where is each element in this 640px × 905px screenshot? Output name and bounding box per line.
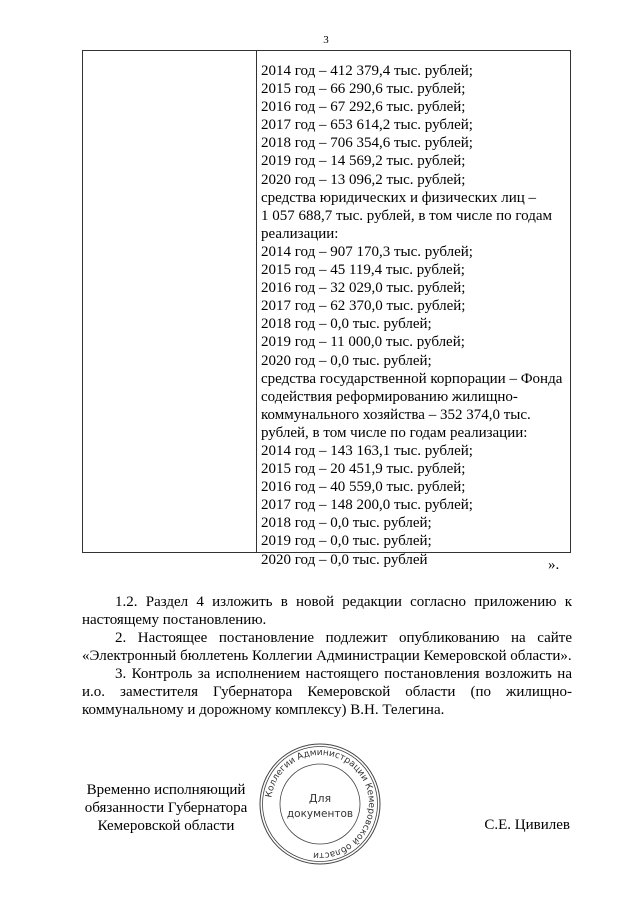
stamp-center-line: Для [308, 792, 332, 805]
funding-line: 2019 год – 11 000,0 тыс. рублей; [261, 334, 465, 351]
position-line: Временно исполняющий [86, 782, 246, 798]
official-stamp [258, 742, 382, 866]
funding-line: 2016 год – 40 559,0 тыс. рублей; [261, 479, 466, 496]
paragraph-3: 3. Контроль за исполнением настоящего постановления возложить на и.о. заместителя Губернатора Кемеровской области (по жилищно-коммунальному и дорожному комплексу) В.Н. Телегина. [82, 666, 572, 718]
closing-quote: ». [548, 557, 560, 573]
body-paragraphs [82, 593, 572, 719]
funding-line: средства государственной корпорации – Фонда [261, 370, 563, 387]
funding-line: рублей, в том числе по годам реализации: [261, 424, 528, 441]
funding-line: 2015 год – 45 119,4 тыс. рублей; [261, 262, 465, 279]
paragraph-1-2: 1.2. Раздел 4 изложить в новой редакции согласно приложению к настоящему постановлению. [82, 594, 572, 628]
funding-line: 2019 год – 0,0 тыс. рублей; [261, 533, 432, 550]
column-divider [256, 51, 257, 552]
funding-line: 2016 год – 67 292,6 тыс. рублей; [261, 99, 466, 116]
funding-line: 2016 год – 32 029,0 тыс. рублей; [261, 280, 466, 297]
signatory-name: С.Е. Цивилев [484, 817, 570, 833]
funding-line: 2018 год – 0,0 тыс. рублей; [261, 515, 432, 532]
funding-line: 2017 год – 62 370,0 тыс. рублей; [261, 298, 466, 315]
paragraph-2: 2. Настоящее постановление подлежит опубликованию на сайте «Электронный бюллетень Коллегии Администрации Кемеровской области». [82, 630, 572, 664]
funding-line: 2020 год – 0,0 тыс. рублей [261, 551, 428, 568]
funding-line: реализации: [261, 225, 339, 242]
position-line: Кемеровской области [97, 818, 235, 834]
funding-line: 2019 год – 14 569,2 тыс. рублей; [261, 153, 466, 170]
funding-line: 2020 год – 0,0 тыс. рублей; [261, 352, 432, 369]
funding-line: 2018 год – 706 354,6 тыс. рублей; [261, 135, 473, 152]
funding-line: 2020 год – 13 096,2 тыс. рублей; [261, 171, 466, 188]
funding-line: 2015 год – 66 290,6 тыс. рублей; [261, 81, 466, 98]
position-line: обязанности Губернатора [84, 800, 248, 816]
funding-line: средства юридических и физических лиц – [261, 189, 537, 206]
funding-line: 2018 год – 0,0 тыс. рублей; [261, 316, 432, 333]
signatory-position [80, 781, 252, 835]
funding-table [82, 50, 571, 568]
funding-line: содействия реформированию жилищно- [261, 388, 518, 405]
funding-line: 2015 год – 20 451,9 тыс. рублей; [261, 461, 466, 478]
funding-line: 2014 год – 412 379,4 тыс. рублей; [261, 63, 473, 79]
stamp-center-line: документов [286, 808, 354, 820]
funding-cell [261, 62, 571, 569]
page-number: 3 [323, 34, 329, 46]
funding-line: 2017 год – 148 200,0 тыс. рублей; [261, 497, 473, 514]
funding-line: 2014 год – 907 170,3 тыс. рублей; [261, 243, 473, 260]
funding-line: 1 057 688,7 тыс. рублей, в том числе по годам [261, 207, 552, 224]
funding-line: 2014 год – 143 163,1 тыс. рублей; [261, 442, 473, 459]
funding-line: 2017 год – 653 614,2 тыс. рублей; [261, 117, 473, 134]
funding-line: коммунального хозяйства – 352 374,0 тыс. [261, 406, 531, 423]
stamp-ring-text: Коллегии Администрации Кемеровской области [264, 747, 377, 861]
